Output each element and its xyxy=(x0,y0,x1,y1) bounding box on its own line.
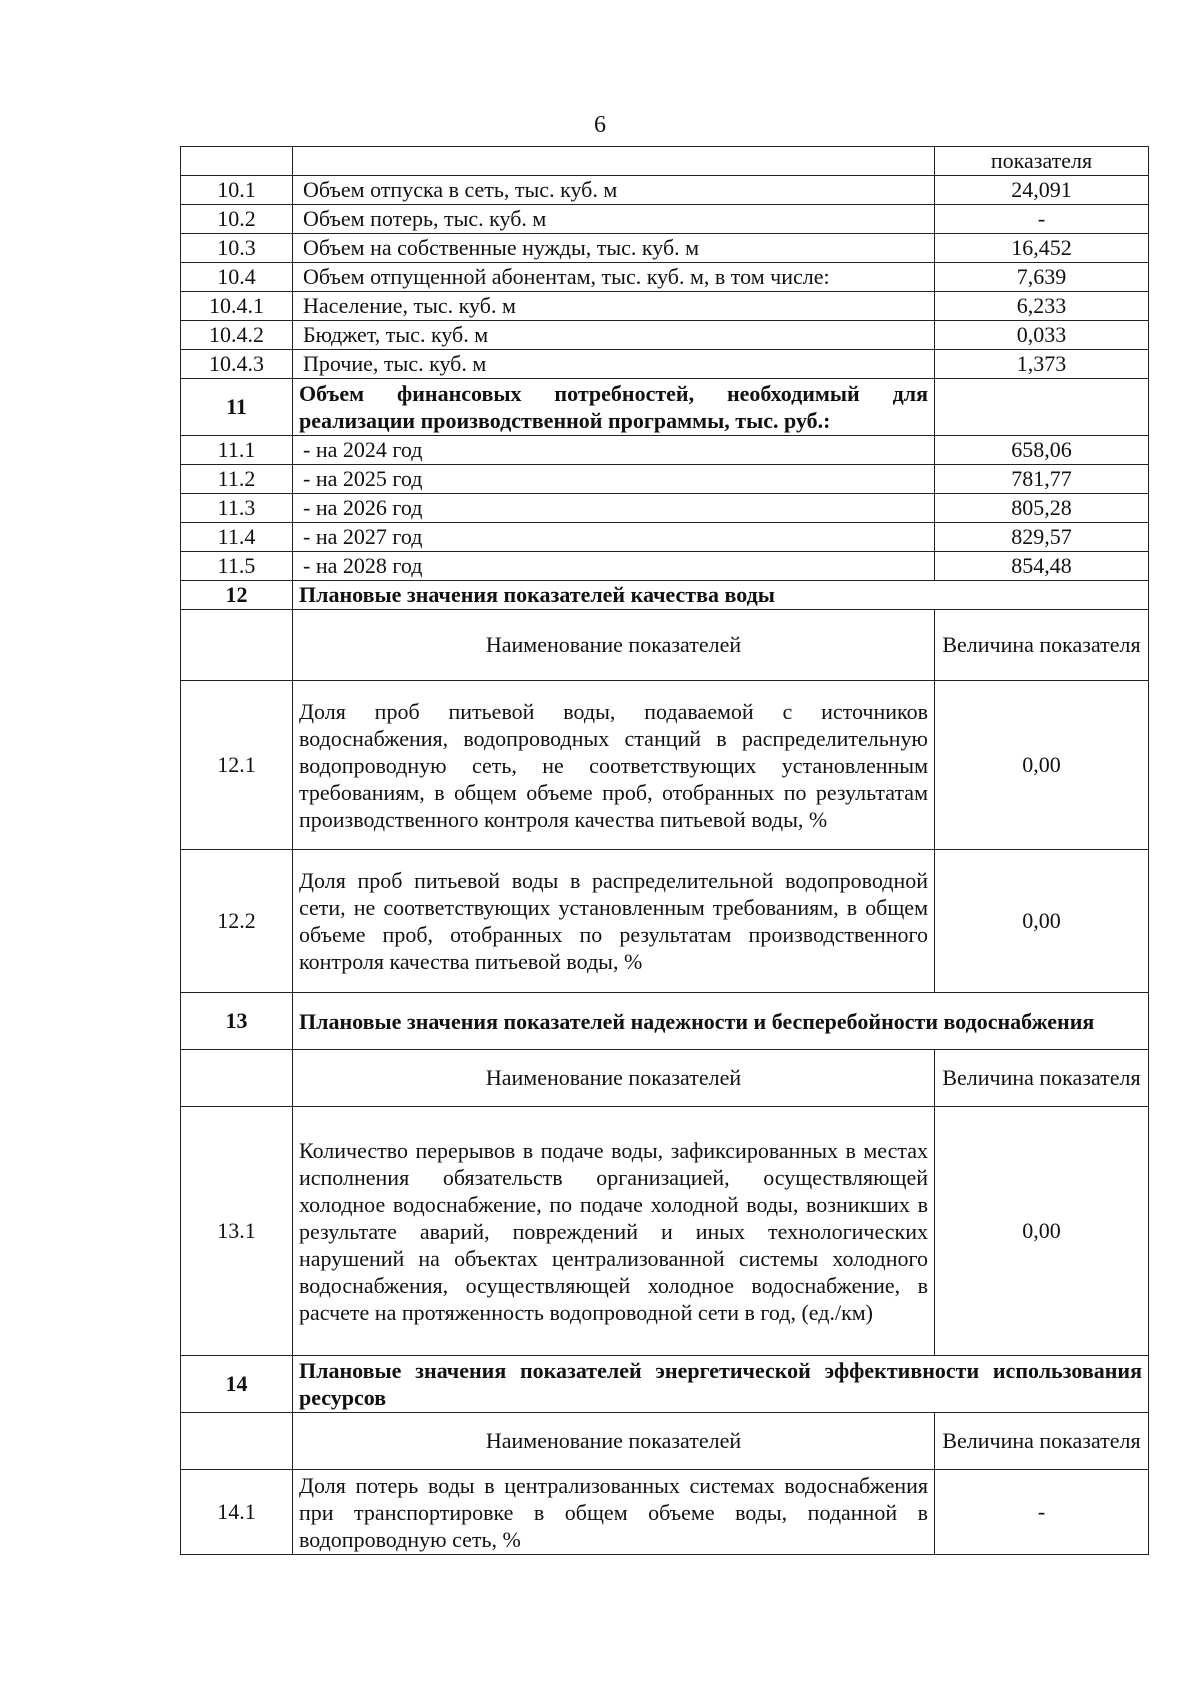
row-name: - на 2026 год xyxy=(293,494,935,523)
column-header-num xyxy=(181,1413,293,1470)
row-number: 10.4.2 xyxy=(181,321,293,350)
row-number: 11.3 xyxy=(181,494,293,523)
row-value: 6,233 xyxy=(935,292,1149,321)
row-value: - xyxy=(935,1470,1149,1555)
row-value: 1,373 xyxy=(935,350,1149,379)
row-number: 12.2 xyxy=(181,850,293,993)
column-header-value: Величина показателя xyxy=(935,1413,1149,1470)
row-name: Доля потерь воды в централизованных системах водоснабжения при транспортировке в общем объеме воды, поданной в водопроводную сеть, % xyxy=(293,1470,935,1555)
table-row xyxy=(181,292,1149,321)
row-value: 805,28 xyxy=(935,494,1149,523)
column-header-value: Величина показателя xyxy=(935,1050,1149,1107)
row-value: 854,48 xyxy=(935,552,1149,581)
row-value: 16,452 xyxy=(935,234,1149,263)
section-title: Плановые значения показателей качества воды xyxy=(293,581,1149,610)
section-14-column-header xyxy=(181,1413,1149,1470)
column-header-name: Наименование показателей xyxy=(293,1413,935,1470)
section-number: 13 xyxy=(181,993,293,1050)
table-continuation-header xyxy=(181,147,1149,176)
section-number: 12 xyxy=(181,581,293,610)
row-number: 10.2 xyxy=(181,205,293,234)
section-12-header xyxy=(181,581,1149,610)
section-13-column-header xyxy=(181,1050,1149,1107)
section-11-header xyxy=(181,379,1149,436)
table-row xyxy=(181,350,1149,379)
column-header-value: Величина показателя xyxy=(935,610,1149,681)
column-header-name: Наименование показателей xyxy=(293,1050,935,1107)
row-name: Прочие, тыс. куб. м xyxy=(293,350,935,379)
column-header-name: Наименование показателей xyxy=(293,610,935,681)
table-row xyxy=(181,681,1149,850)
row-value: 0,00 xyxy=(935,681,1149,850)
section-14-header xyxy=(181,1356,1149,1413)
row-number: 10.4.1 xyxy=(181,292,293,321)
row-number: 10.3 xyxy=(181,234,293,263)
section-title: Плановые значения показателей надежности и бесперебойности водоснабжения xyxy=(293,993,1149,1050)
row-number: 13.1 xyxy=(181,1107,293,1356)
table-row xyxy=(181,321,1149,350)
row-value: 0,00 xyxy=(935,1107,1149,1356)
table-row xyxy=(181,1470,1149,1555)
table-row xyxy=(181,205,1149,234)
indicators-table xyxy=(180,146,1149,1555)
row-name: Доля проб питьевой воды в распределительной водопроводной сети, не соответствующих установленным требованиям, в общем объеме проб, отобранных по результатам производственного контроля качества питьевой воды, % xyxy=(293,850,935,993)
page-number: 6 xyxy=(594,112,606,138)
row-value: - xyxy=(935,205,1149,234)
table-row xyxy=(181,552,1149,581)
row-number: 10.4.3 xyxy=(181,350,293,379)
row-name: Объем на собственные нужды, тыс. куб. м xyxy=(293,234,935,263)
column-header-num xyxy=(181,1050,293,1107)
section-title: Объем финансовых потребностей, необходимый для реализации производственной программы, тыс. руб.: xyxy=(293,379,935,436)
section-title: Плановые значения показателей энергетической эффективности использования ресурсов xyxy=(293,1356,1149,1413)
row-name: Население, тыс. куб. м xyxy=(293,292,935,321)
table-row xyxy=(181,465,1149,494)
section-13-header xyxy=(181,993,1149,1050)
table-row xyxy=(181,1107,1149,1356)
header-name-cell xyxy=(293,147,935,176)
row-name: Доля проб питьевой воды, подаваемой с источников водоснабжения, водопроводных станций в распределительную водопроводную сеть, не соответствующих установленным требованиям, в общем объеме проб, отобранных по результатам производственного контроля качества питьевой воды, % xyxy=(293,681,935,850)
table-row xyxy=(181,523,1149,552)
row-number: 11.2 xyxy=(181,465,293,494)
row-name: - на 2027 год xyxy=(293,523,935,552)
row-number: 12.1 xyxy=(181,681,293,850)
section-12-column-header xyxy=(181,610,1149,681)
table-row xyxy=(181,850,1149,993)
header-num-cell xyxy=(181,147,293,176)
section-number: 14 xyxy=(181,1356,293,1413)
row-name: Объем отпуска в сеть, тыс. куб. м xyxy=(293,176,935,205)
row-name: - на 2025 год xyxy=(293,465,935,494)
row-value: 7,639 xyxy=(935,263,1149,292)
table-row xyxy=(181,263,1149,292)
row-name: - на 2028 год xyxy=(293,552,935,581)
row-number: 11.1 xyxy=(181,436,293,465)
row-value: 829,57 xyxy=(935,523,1149,552)
column-header-num xyxy=(181,610,293,681)
section-value-cell xyxy=(935,379,1149,436)
table-row xyxy=(181,234,1149,263)
row-name: Бюджет, тыс. куб. м xyxy=(293,321,935,350)
row-value: 658,06 xyxy=(935,436,1149,465)
row-name: Количество перерывов в подаче воды, зафиксированных в местах исполнения обязательств организацией, осуществляющей холодное водоснабжение, по подаче холодной воды, возникших в результате аварий, повреждений и иных технологических нарушений на объектах централизованной системы холодного водоснабжения, осуществляющей холодное водоснабжение, в расчете на протяженность водопроводной сети в год, (ед./км) xyxy=(293,1107,935,1356)
row-name: - на 2024 год xyxy=(293,436,935,465)
table-row xyxy=(181,176,1149,205)
row-number: 10.1 xyxy=(181,176,293,205)
row-number: 11.4 xyxy=(181,523,293,552)
table-row xyxy=(181,494,1149,523)
row-value: 781,77 xyxy=(935,465,1149,494)
table-row xyxy=(181,436,1149,465)
row-number: 10.4 xyxy=(181,263,293,292)
row-number: 14.1 xyxy=(181,1470,293,1555)
row-value: 0,033 xyxy=(935,321,1149,350)
section-number: 11 xyxy=(181,379,293,436)
row-value: 24,091 xyxy=(935,176,1149,205)
row-name: Объем отпущенной абонентам, тыс. куб. м, в том числе: xyxy=(293,263,935,292)
header-value-cell: показателя xyxy=(935,147,1149,176)
row-name: Объем потерь, тыс. куб. м xyxy=(293,205,935,234)
row-value: 0,00 xyxy=(935,850,1149,993)
row-number: 11.5 xyxy=(181,552,293,581)
